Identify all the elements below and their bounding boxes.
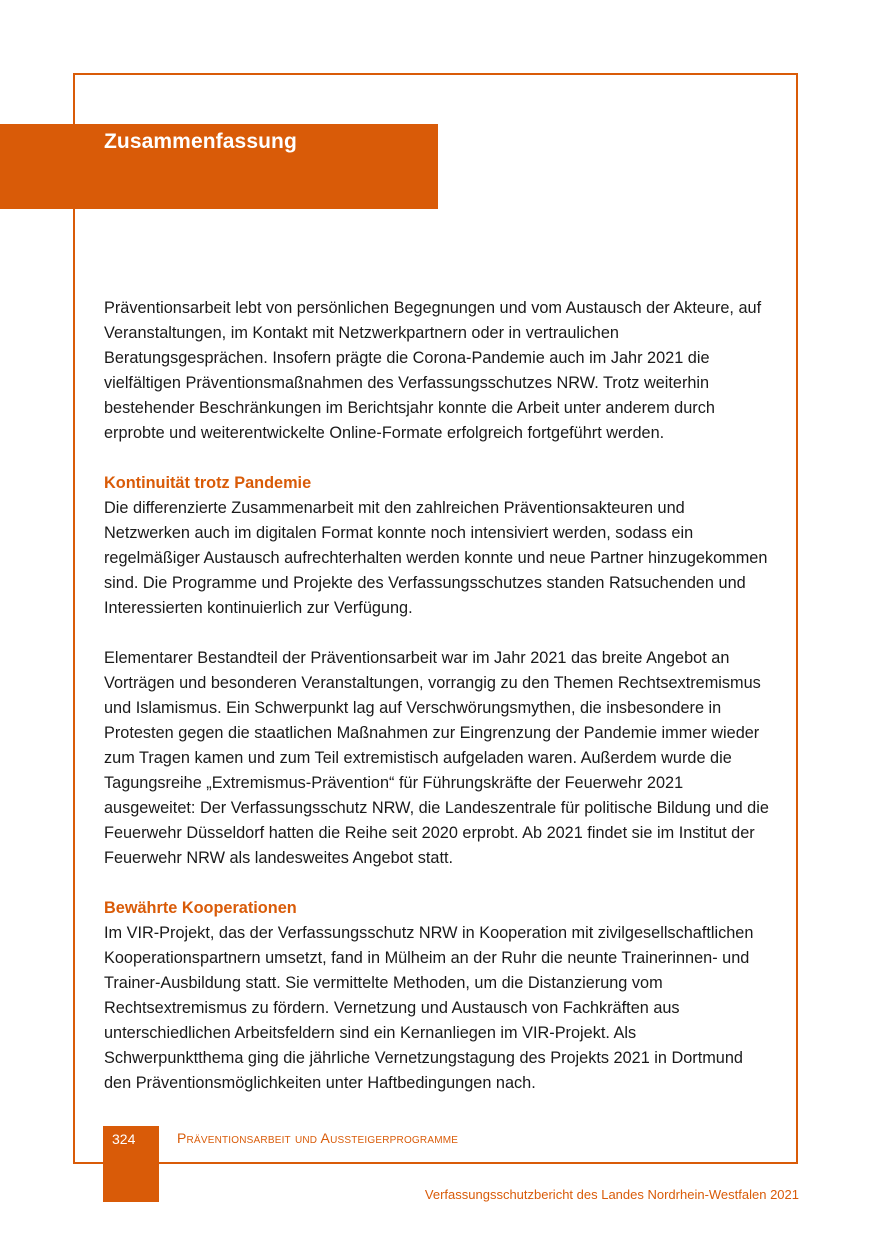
section-heading-kooperationen: Bewährte Kooperationen (104, 899, 297, 917)
main-content (104, 296, 772, 1121)
body-paragraph: Elementarer Bestandteil der Präventionsarbeit war im Jahr 2021 das breite Angebot an Vorträgen und besonderen Veranstaltungen, vorrangig zu den Themen Rechtsextremismus und Islamismus. Ein Schwerpunkt lag auf Verschwörungsmythen, die insbesondere in Protesten gegen die staatlichen Maßnahmen zur Eingrenzung der Pandemie immer wieder zum Tragen kamen und zum Teil extremistisch aufgeladen waren. Außerdem wurde die Tagungsreihe „Extremismus-Prävention“ für Führungskräfte der Feuerwehr 2021 ausgeweitet: Der Verfassungsschutz NRW, die Landeszentrale für politische Bildung und die Feuerwehr Düsseldorf hatten die Reihe seit 2020 erprobt. Ab 2021 findet sie im Institut der Feuerwehr NRW als landesweites Angebot statt. (104, 649, 769, 867)
section-heading-kontinuitaet: Kontinuität trotz Pandemie (104, 474, 312, 492)
publication-footer: Verfassungsschutzbericht des Landes Nordrhein-Westfalen 2021 (424, 1187, 799, 1202)
page-number: 324 (112, 1131, 136, 1147)
running-section-title: Präventionsarbeit und Aussteigerprogramme (177, 1130, 459, 1146)
body-paragraph: Die differenzierte Zusammenarbeit mit den zahlreichen Präventionsakteuren und Netzwerken auch im digitalen Format konnte noch intensiviert werden, sodass ein regelmäßiger Austausch aufrechterhalten werden konnte und neue Partner hinzugekommen sind. Die Programme und Projekte des Verfassungsschutzes standen Ratsuchenden und Interessierten kontinuierlich zur Verfügung. (104, 499, 768, 617)
title-banner (0, 124, 438, 209)
body-paragraph: Im VIR-Projekt, das der Verfassungsschutz NRW in Kooperation mit zivilgesellschaftlichen Kooperationspartnern umsetzt, fand in Mülheim an der Ruhr die neunte Trainerinnen- und Trainer-Ausbildung statt. Sie vermittelte Methoden, um die Distanzierung vom Rechtsextremismus zu fördern. Vernetzung und Austausch von Fachkräften aus unterschiedlichen Arbeitsfeldern sind ein Kernanliegen im VIR-Projekt. Als Schwerpunktthema ging die jährliche Vernetzungstagung des Projekts 2021 in Dortmund den Präventionsmöglichkeiten unter Haftbedingungen nach. (104, 924, 754, 1092)
page-title: Zusammenfassung (104, 130, 297, 153)
page-number-box (103, 1126, 159, 1202)
intro-paragraph: Präventionsarbeit lebt von persönlichen Begegnungen und vom Austausch der Akteure, auf Veranstaltungen, im Kontakt mit Netzwerkpartnern oder in vertraulichen Beratungsgesprächen. Insofern prägte die Corona-Pandemie auch im Jahr 2021 die vielfältigen Präventionsmaßnahmen des Verfassungsschutzes NRW. Trotz weiterhin bestehender Beschränkungen im Berichtsjahr konnte die Arbeit unter anderem durch erprobte und weiterentwickelte Online-Formate erfolgreich fortgeführt werden. (104, 299, 762, 442)
